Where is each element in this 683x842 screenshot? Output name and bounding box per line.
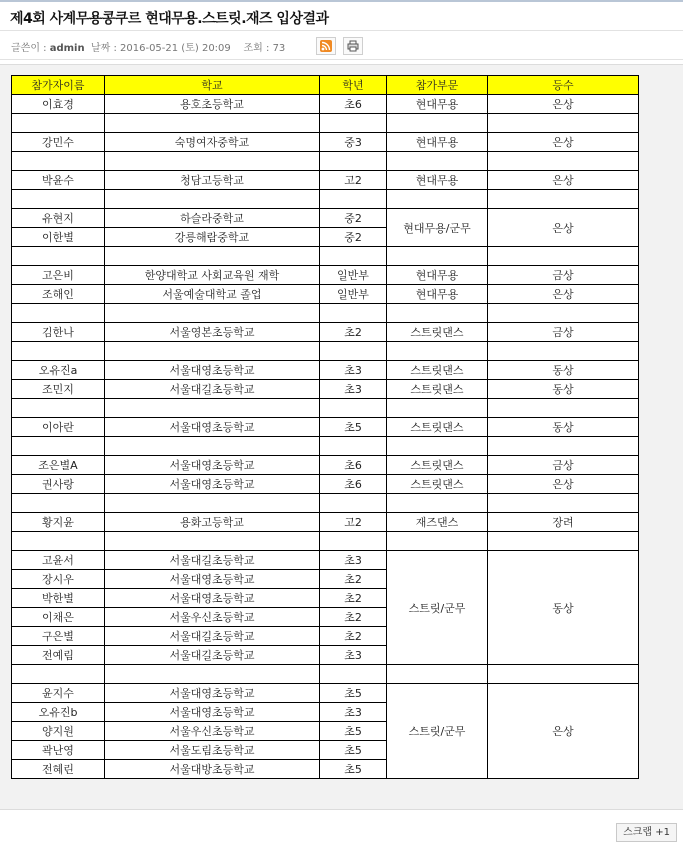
cell-school: 서울대영초등학교 — [105, 589, 320, 608]
cell-grade — [320, 399, 387, 418]
cell-category: 스트릿댄스 — [387, 323, 488, 342]
cell-school — [105, 437, 320, 456]
cell-name: 권사랑 — [12, 475, 105, 494]
cell-school — [105, 342, 320, 361]
cell-grade: 일반부 — [320, 285, 387, 304]
header-rank: 등수 — [488, 76, 639, 95]
table-row — [12, 380, 639, 399]
table-row — [12, 475, 639, 494]
cell-category: 재즈댄스 — [387, 513, 488, 532]
cell-grade: 중3 — [320, 133, 387, 152]
cell-name — [12, 304, 105, 323]
table-row — [12, 152, 639, 171]
cell-category — [387, 532, 488, 551]
cell-rank: 은상 — [488, 95, 639, 114]
table-row — [12, 323, 639, 342]
cell-category — [387, 342, 488, 361]
cell-school: 서울우신초등학교 — [105, 722, 320, 741]
cell-school: 서울대방초등학교 — [105, 760, 320, 779]
cell-name — [12, 532, 105, 551]
cell-category: 스트릿댄스 — [387, 418, 488, 437]
cell-school — [105, 532, 320, 551]
table-row — [12, 342, 639, 361]
cell-rank — [488, 114, 639, 133]
cell-grade — [320, 437, 387, 456]
cell-category: 스트릿/군무 — [387, 551, 488, 665]
table-row — [12, 266, 639, 285]
cell-grade: 중2 — [320, 228, 387, 247]
cell-grade: 초5 — [320, 684, 387, 703]
cell-school: 청담고등학교 — [105, 171, 320, 190]
cell-rank — [488, 152, 639, 171]
cell-rank: 은상 — [488, 209, 639, 247]
table-row — [12, 513, 639, 532]
post-meta — [0, 30, 683, 60]
cell-rank — [488, 247, 639, 266]
cell-name: 고은비 — [12, 266, 105, 285]
print-button[interactable] — [343, 37, 363, 55]
cell-school — [105, 399, 320, 418]
cell-school: 서울대영초등학교 — [105, 361, 320, 380]
cell-grade — [320, 665, 387, 684]
cell-grade — [320, 494, 387, 513]
cell-grade — [320, 304, 387, 323]
cell-name: 황지윤 — [12, 513, 105, 532]
cell-school — [105, 114, 320, 133]
cell-category: 스트릿댄스 — [387, 475, 488, 494]
cell-category: 현대무용 — [387, 285, 488, 304]
cell-category — [387, 304, 488, 323]
cell-rank: 금상 — [488, 266, 639, 285]
cell-category — [387, 190, 488, 209]
cell-rank — [488, 304, 639, 323]
table-row — [12, 494, 639, 513]
cell-rank — [488, 399, 639, 418]
cell-name: 김한나 — [12, 323, 105, 342]
cell-category — [387, 114, 488, 133]
header-school: 학교 — [105, 76, 320, 95]
results-table — [11, 75, 639, 779]
cell-school: 서울대영초등학교 — [105, 570, 320, 589]
cell-grade: 초2 — [320, 589, 387, 608]
table-row — [12, 399, 639, 418]
cell-grade: 초2 — [320, 570, 387, 589]
cell-category: 현대무용 — [387, 171, 488, 190]
table-row — [12, 114, 639, 133]
table-row — [12, 285, 639, 304]
cell-rank: 은상 — [488, 684, 639, 779]
table-row — [12, 190, 639, 209]
table-body — [12, 95, 639, 779]
cell-rank — [488, 665, 639, 684]
table-row — [12, 684, 639, 703]
cell-school: 서울대영초등학교 — [105, 418, 320, 437]
cell-grade — [320, 342, 387, 361]
cell-grade: 초5 — [320, 760, 387, 779]
cell-name — [12, 114, 105, 133]
cell-name — [12, 342, 105, 361]
cell-school: 서울대길초등학교 — [105, 380, 320, 399]
cell-name — [12, 399, 105, 418]
table-row — [12, 532, 639, 551]
scrap-button[interactable]: 스크랩 +1 — [616, 823, 677, 842]
post-title: 제4회 사계무용콩쿠르 현대무용.스트릿.재즈 입상결과 — [10, 11, 329, 27]
table-row — [12, 171, 639, 190]
cell-school: 용호초등학교 — [105, 95, 320, 114]
cell-school — [105, 247, 320, 266]
table-row — [12, 551, 639, 570]
cell-school: 강릉해람중학교 — [105, 228, 320, 247]
header-category: 참가부문 — [387, 76, 488, 95]
cell-name: 윤지수 — [12, 684, 105, 703]
cell-category: 스트릿댄스 — [387, 361, 488, 380]
cell-name: 조민지 — [12, 380, 105, 399]
top-border — [0, 0, 683, 2]
cell-rank — [488, 190, 639, 209]
cell-name: 오유진a — [12, 361, 105, 380]
cell-grade: 초6 — [320, 475, 387, 494]
cell-grade: 초6 — [320, 456, 387, 475]
cell-name: 오유진b — [12, 703, 105, 722]
cell-category: 현대무용 — [387, 266, 488, 285]
cell-grade — [320, 532, 387, 551]
cell-name: 구은별 — [12, 627, 105, 646]
cell-grade: 초2 — [320, 323, 387, 342]
table-row — [12, 247, 639, 266]
cell-grade — [320, 247, 387, 266]
cell-grade — [320, 190, 387, 209]
cell-school: 한양대학교 사회교육원 재학 — [105, 266, 320, 285]
cell-name — [12, 665, 105, 684]
cell-school — [105, 304, 320, 323]
cell-name: 전예림 — [12, 646, 105, 665]
cell-category: 현대무용 — [387, 95, 488, 114]
cell-school: 숙명여자중학교 — [105, 133, 320, 152]
table-row — [12, 418, 639, 437]
cell-school — [105, 152, 320, 171]
cell-rank — [488, 532, 639, 551]
cell-rank: 은상 — [488, 171, 639, 190]
cell-category — [387, 494, 488, 513]
author-label: 글쓴이 : — [11, 43, 47, 54]
cell-school: 서울대길초등학교 — [105, 627, 320, 646]
cell-rank: 동상 — [488, 380, 639, 399]
cell-category — [387, 152, 488, 171]
author-name[interactable]: admin — [49, 43, 85, 54]
cell-school: 서울우신초등학교 — [105, 608, 320, 627]
cell-name: 이효경 — [12, 95, 105, 114]
cell-grade: 일반부 — [320, 266, 387, 285]
cell-grade: 초5 — [320, 741, 387, 760]
post-date: 2016-05-21 (토) 20:09 — [120, 43, 231, 54]
cell-category: 현대무용/군무 — [387, 209, 488, 247]
cell-rank: 동상 — [488, 361, 639, 380]
cell-rank — [488, 494, 639, 513]
cell-grade: 초3 — [320, 703, 387, 722]
table-row — [12, 361, 639, 380]
cell-rank — [488, 437, 639, 456]
cell-name — [12, 494, 105, 513]
cell-name: 이채은 — [12, 608, 105, 627]
cell-name: 전혜린 — [12, 760, 105, 779]
cell-rank: 동상 — [488, 418, 639, 437]
cell-grade: 초2 — [320, 608, 387, 627]
table-row — [12, 209, 639, 228]
cell-name — [12, 190, 105, 209]
cell-school — [105, 190, 320, 209]
cell-category: 스트릿댄스 — [387, 380, 488, 399]
cell-school — [105, 665, 320, 684]
cell-category — [387, 665, 488, 684]
cell-grade — [320, 114, 387, 133]
cell-grade: 초3 — [320, 380, 387, 399]
cell-category — [387, 437, 488, 456]
cell-school: 서울대영초등학교 — [105, 684, 320, 703]
table-row — [12, 133, 639, 152]
cell-school: 서울대영초등학교 — [105, 456, 320, 475]
views-label: 조회 : — [243, 43, 270, 54]
cell-name: 조은별A — [12, 456, 105, 475]
cell-category — [387, 399, 488, 418]
cell-name: 조해인 — [12, 285, 105, 304]
cell-grade: 초3 — [320, 551, 387, 570]
cell-grade: 초2 — [320, 627, 387, 646]
cell-grade: 중2 — [320, 209, 387, 228]
table-header-row — [12, 76, 639, 95]
cell-grade: 고2 — [320, 513, 387, 532]
cell-rank: 은상 — [488, 475, 639, 494]
cell-school: 하슬라중학교 — [105, 209, 320, 228]
header-grade: 학년 — [320, 76, 387, 95]
cell-name: 양지원 — [12, 722, 105, 741]
cell-name: 강민수 — [12, 133, 105, 152]
post-meta-text — [11, 39, 285, 54]
cell-category — [387, 247, 488, 266]
cell-rank: 은상 — [488, 133, 639, 152]
cell-school: 서울대길초등학교 — [105, 551, 320, 570]
header-name: 참가자이름 — [12, 76, 105, 95]
cell-school: 서울대영초등학교 — [105, 703, 320, 722]
table-row — [12, 304, 639, 323]
cell-name — [12, 152, 105, 171]
cell-name — [12, 247, 105, 266]
cell-school: 서울도림초등학교 — [105, 741, 320, 760]
cell-name: 곽난영 — [12, 741, 105, 760]
cell-grade: 초5 — [320, 722, 387, 741]
cell-name: 유현지 — [12, 209, 105, 228]
cell-grade: 초5 — [320, 418, 387, 437]
cell-grade: 초3 — [320, 646, 387, 665]
cell-school: 서울예술대학교 졸업 — [105, 285, 320, 304]
rss-button[interactable] — [316, 37, 336, 55]
cell-name: 고윤서 — [12, 551, 105, 570]
cell-name — [12, 437, 105, 456]
cell-rank — [488, 342, 639, 361]
table-row — [12, 665, 639, 684]
cell-category: 스트릿/군무 — [387, 684, 488, 779]
cell-rank: 은상 — [488, 285, 639, 304]
post-content — [0, 64, 683, 810]
date-label: 날짜 : — [90, 43, 117, 54]
cell-category: 스트릿댄스 — [387, 456, 488, 475]
cell-grade — [320, 152, 387, 171]
cell-grade: 초3 — [320, 361, 387, 380]
print-icon — [347, 40, 359, 52]
table-row — [12, 437, 639, 456]
cell-category: 현대무용 — [387, 133, 488, 152]
cell-rank: 장려 — [488, 513, 639, 532]
table-row — [12, 456, 639, 475]
rss-icon — [320, 40, 332, 52]
cell-grade: 초6 — [320, 95, 387, 114]
views-count: 73 — [272, 43, 286, 54]
cell-name: 이아란 — [12, 418, 105, 437]
cell-school: 서울대영초등학교 — [105, 475, 320, 494]
cell-rank: 동상 — [488, 551, 639, 665]
cell-grade: 고2 — [320, 171, 387, 190]
table-row — [12, 95, 639, 114]
cell-school: 용화고등학교 — [105, 513, 320, 532]
cell-name: 박한별 — [12, 589, 105, 608]
cell-rank: 금상 — [488, 456, 639, 475]
cell-name: 박윤수 — [12, 171, 105, 190]
cell-school: 서울영본초등학교 — [105, 323, 320, 342]
cell-school — [105, 494, 320, 513]
cell-name: 장시우 — [12, 570, 105, 589]
cell-rank: 금상 — [488, 323, 639, 342]
cell-school: 서울대길초등학교 — [105, 646, 320, 665]
cell-name: 이한별 — [12, 228, 105, 247]
